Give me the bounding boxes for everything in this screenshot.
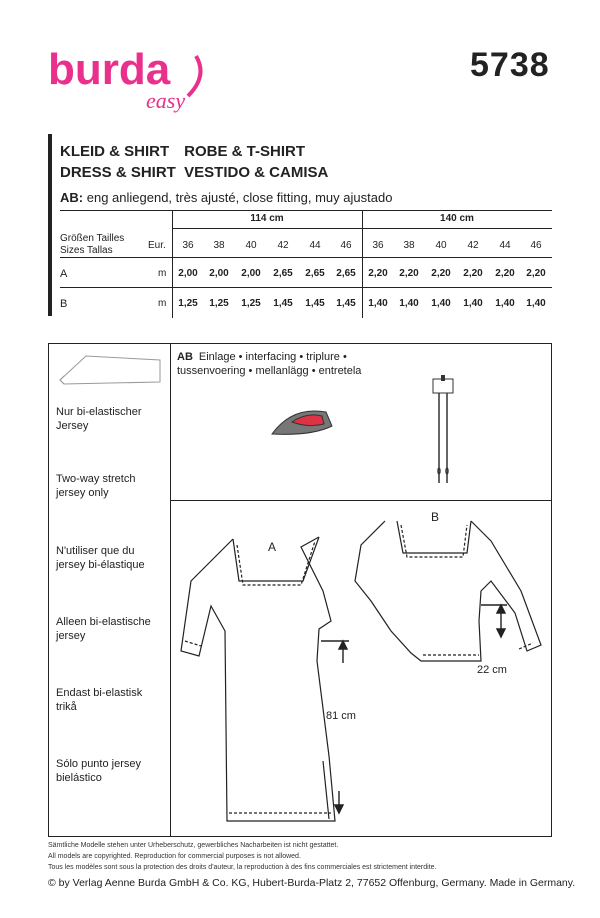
size-44: 44 xyxy=(309,240,321,251)
brand-name: burda xyxy=(48,46,171,94)
title-line-1 xyxy=(60,143,305,160)
footer-copyright-de: Sämtliche Modelle stehen unter Urheberschutz, gewerbliches Nacharbeiten ist nicht gestattet. xyxy=(48,842,339,849)
burda-easy-logo xyxy=(48,46,208,116)
twin-needle-icon xyxy=(428,375,458,490)
fabric-note-sv: Endast bi-elastisk trikå xyxy=(56,687,143,713)
cell-b-140: 1,40 xyxy=(399,298,419,309)
length-arrows xyxy=(321,605,507,813)
shirt-length: 22 cm xyxy=(477,664,507,676)
size-table xyxy=(60,210,552,318)
footer-publisher: © by Verlag Aenne Burda GmbH & Co. KG, Hubert-Burda-Platz 2, 77652 Offenburg, Germany. Made in Germany. xyxy=(48,877,576,889)
title-line-2 xyxy=(60,164,328,181)
cell-a-114: 2,00 xyxy=(209,268,229,279)
cell-b-140: 1,40 xyxy=(368,298,388,309)
fabric-note-nl: Alleen bi-elastische jersey xyxy=(56,616,151,642)
cell-b-140: 1,40 xyxy=(463,298,483,309)
row-b-unit: m xyxy=(158,298,167,309)
sizes-label-2: Sizes Tallas xyxy=(60,245,113,256)
cell-b-114: 1,45 xyxy=(336,298,356,309)
title-en: DRESS & SHIRT xyxy=(60,164,176,181)
cell-a-114: 2,00 xyxy=(241,268,261,279)
garment-drawings xyxy=(171,501,551,836)
size-44: 44 xyxy=(499,240,511,251)
shirt-b-drawing xyxy=(355,521,541,661)
cell-b-114: 1,25 xyxy=(241,298,261,309)
row-b-label: B xyxy=(60,298,68,310)
size-42: 42 xyxy=(467,240,479,251)
garment-b-label: B xyxy=(431,510,440,524)
size-36: 36 xyxy=(182,240,194,251)
cell-a-140: 2,20 xyxy=(368,268,388,279)
brand-sub: easy xyxy=(146,88,186,113)
notions-code: AB xyxy=(177,351,193,363)
size-46: 46 xyxy=(340,240,352,251)
cell-a-140: 2,20 xyxy=(431,268,451,279)
cell-a-140: 2,20 xyxy=(526,268,546,279)
footer-copyright-fr: Tous les modèles sont sous la protection des droits d'auteur, la reproduction à des fins commerciales est strictement interdite. xyxy=(48,864,437,871)
fit-text: eng anliegend, très ajusté, close fitting, muy ajustado xyxy=(86,190,393,205)
cell-a-114: 2,65 xyxy=(305,268,325,279)
fabric-fold-icon xyxy=(56,350,166,390)
fabric-note-de: Nur bi-elastischer Jersey xyxy=(56,406,142,432)
cell-b-140: 1,40 xyxy=(495,298,515,309)
footer-copyright-en: All models are copyrighted. Reproduction for commercial purposes is not allowed. xyxy=(48,853,301,860)
size-46: 46 xyxy=(530,240,542,251)
dress-length: 81 cm xyxy=(326,710,356,722)
cell-a-114: 2,00 xyxy=(178,268,198,279)
fit-code: AB: xyxy=(60,190,84,205)
fabric-note-es: Sólo punto jersey bielástico xyxy=(56,758,141,784)
row-a-label: A xyxy=(60,268,68,280)
title-bar xyxy=(48,134,52,316)
size-38: 38 xyxy=(213,240,225,251)
notions-text xyxy=(177,350,377,378)
cell-a-114: 2,65 xyxy=(336,268,356,279)
sizes-label-1: Größen Tailles xyxy=(60,233,125,244)
cell-a-140: 2,20 xyxy=(495,268,515,279)
pattern-number: 5738 xyxy=(470,46,550,84)
cell-b-114: 1,25 xyxy=(178,298,198,309)
size-38: 38 xyxy=(403,240,415,251)
notions-list: Einlage • interfacing • triplure • tussenvoering • mellanlägg • entretela xyxy=(177,351,362,377)
fabric-note-fr: N'utiliser que du jersey bi-élastique xyxy=(56,545,145,571)
garment-a-label: A xyxy=(268,540,277,554)
cell-b-140: 1,40 xyxy=(431,298,451,309)
size-40: 40 xyxy=(245,240,257,251)
cell-b-114: 1,45 xyxy=(273,298,293,309)
width-114-header: 114 cm xyxy=(250,213,284,224)
cell-b-140: 1,40 xyxy=(526,298,546,309)
size-36: 36 xyxy=(372,240,384,251)
title-fr: ROBE & T-SHIRT xyxy=(184,143,306,160)
dress-a-drawing xyxy=(181,537,335,821)
fabric-note-en: Two-way stretch jersey only xyxy=(56,473,136,499)
cell-a-140: 2,20 xyxy=(463,268,483,279)
title-de: KLEID & SHIRT xyxy=(60,143,170,160)
width-140-header: 140 cm xyxy=(440,213,474,224)
cell-a-140: 2,20 xyxy=(399,268,419,279)
size-40: 40 xyxy=(435,240,447,251)
iron-icon xyxy=(262,400,342,440)
size-42: 42 xyxy=(277,240,289,251)
cell-b-114: 1,45 xyxy=(305,298,325,309)
fit-description xyxy=(60,190,392,205)
cell-a-114: 2,65 xyxy=(273,268,293,279)
cell-b-114: 1,25 xyxy=(209,298,229,309)
title-es: VESTIDO & CAMISA xyxy=(184,164,329,181)
eur-label: Eur. xyxy=(148,240,166,251)
row-a-unit: m xyxy=(158,268,167,279)
